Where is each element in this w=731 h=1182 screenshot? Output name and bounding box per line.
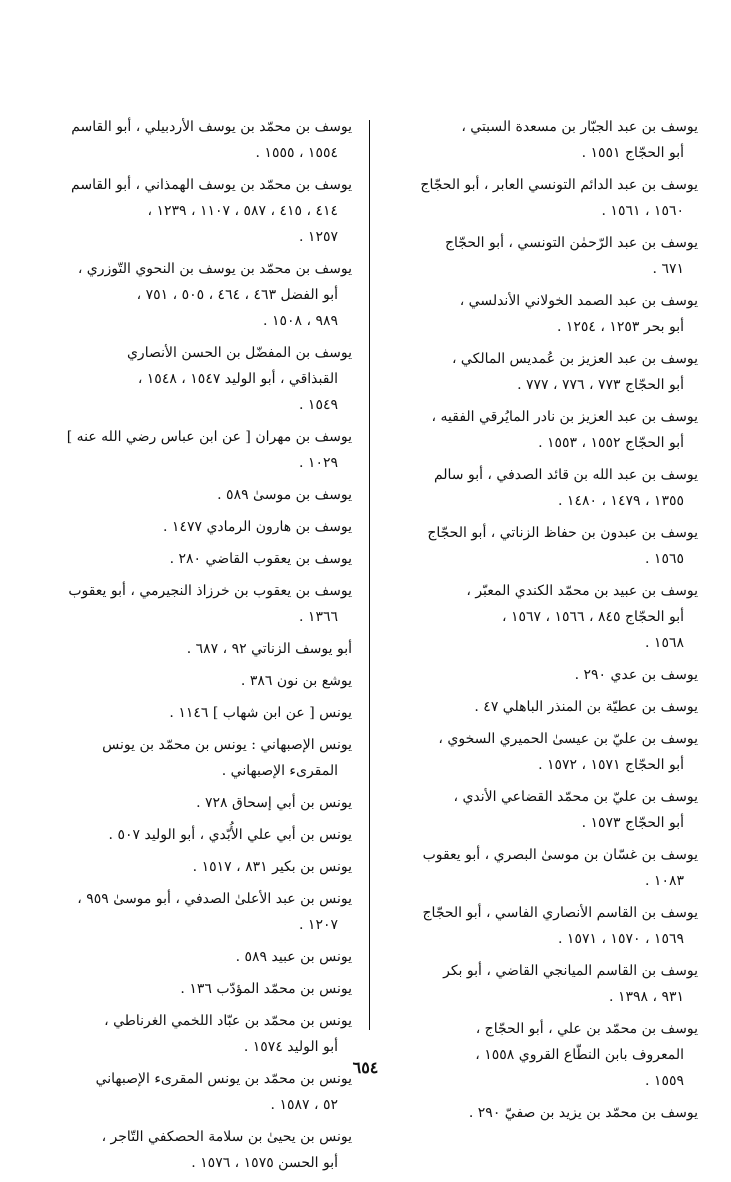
entry-continuation-line: ١٠٢٩ . — [299, 455, 338, 471]
entry-heading-line: يوسف بن عبد الصمد الخولاني الأندلسي ، — [459, 293, 698, 309]
entry-heading-line: يوسف بن القاسم الميانجي القاضي ، أبو بكر — [443, 963, 698, 979]
page-number: ٦٥٤ — [352, 1058, 379, 1077]
entry-continuation-line: أبو الوليد ١٥٧٤ . — [243, 1039, 338, 1055]
right-column — [384, 114, 698, 1132]
index-entry — [384, 900, 698, 952]
index-entry — [384, 662, 698, 688]
entry-heading-line: يوسف بن عبدون بن حفاظ الزناتي ، أبو الحجّاج — [427, 525, 698, 541]
entry-heading-line: أبو يوسف الزناتي ٩٢ ، ٦٨٧ . — [186, 641, 352, 657]
index-entry — [26, 636, 352, 662]
index-entry — [26, 732, 352, 784]
entry-continuation-line: ١٢٥٧ . — [299, 229, 338, 245]
entry-continuation-line: ١٥٦٨ . — [645, 635, 684, 651]
entry-heading-line: يوسف بن عدي ٢٩٠ . — [574, 667, 698, 683]
entry-heading-line: يونس بن عبيد ٥٨٩ . — [235, 949, 352, 965]
entry-heading-line: يونس بن بكير ٨٣١ ، ١٥١٧ . — [192, 859, 352, 875]
entry-heading-line: يوسف بن موسىٰ ٥٨٩ . — [217, 487, 352, 503]
index-entry — [384, 462, 698, 514]
entry-heading-line: يوسف بن محمّد بن يوسف بن النحوي التّوزري ، — [77, 261, 352, 277]
entry-heading-line: يونس بن محمّد بن يونس المقرىء الإصبهاني — [95, 1071, 352, 1087]
entry-heading-line: يوشع بن نون ٣٨٦ . — [240, 673, 352, 689]
entry-continuation-line: ١٥٦٠ ، ١٥٦١ . — [601, 203, 684, 219]
entry-heading-line: يوسف بن محمّد بن يزيد بن صفيّ ٢٩٠ . — [468, 1105, 698, 1121]
index-entry — [384, 404, 698, 456]
entry-heading-line: يونس بن عبد الأعلىٰ الصدفي ، أبو موسىٰ ٩٥٩ ، — [77, 891, 352, 907]
entry-continuation-line: ٦٧١ . — [652, 261, 684, 277]
entry-heading-line: يوسف بن عبد العزيز بن نادر المايُرقي الفقيه ، — [431, 409, 698, 425]
entry-heading-line: يوسف بن عبد الله بن قائد الصدفي ، أبو سالم — [433, 467, 698, 483]
index-entry — [26, 822, 352, 848]
index-entry — [384, 520, 698, 572]
entry-continuation-line: أبو الحجّاج ١٥٧١ ، ١٥٧٢ . — [538, 757, 684, 773]
index-entry — [384, 1100, 698, 1126]
index-entry — [26, 482, 352, 508]
entry-heading-line: يوسف بن عبد الرّحمٰن التونسي ، أبو الحجّاج — [444, 235, 698, 251]
entry-continuation-line: ١٢٠٧ . — [299, 917, 338, 933]
entry-continuation-line: ٥٢ ، ١٥٨٧ . — [270, 1097, 338, 1113]
index-entry — [384, 114, 698, 166]
entry-continuation-line: ٩٣١ ، ١٣٩٨ . — [609, 989, 684, 1005]
index-entry — [26, 256, 352, 334]
index-entry — [26, 424, 352, 476]
entry-continuation-line: ٤١٤ ، ٤١٥ ، ٥٨٧ ، ١١٠٧ ، ١٢٣٩ ، — [147, 203, 338, 219]
index-entry — [26, 172, 352, 250]
entry-heading-line: يوسف بن المفضّل بن الحسن الأنصاري — [126, 345, 352, 361]
index-entry — [26, 854, 352, 880]
entry-continuation-line: المعروف بابن النطّاع القروي ١٥٥٨ ، — [475, 1047, 684, 1063]
index-entry — [384, 1016, 698, 1094]
entry-continuation-line: ١٥٤٩ . — [299, 397, 338, 413]
entry-heading-line: يونس [ عن ابن شهاب ] ١١٤٦ . — [169, 705, 352, 721]
index-entry — [26, 546, 352, 572]
index-entry — [384, 958, 698, 1010]
entry-heading-line: يونس بن أبي إسحاق ٧٢٨ . — [196, 795, 352, 811]
entry-continuation-line: ١٣٦٦ . — [299, 609, 338, 625]
entry-continuation-line: أبو الحجّاج ١٥٥٢ ، ١٥٥٣ . — [538, 435, 684, 451]
index-entry — [26, 578, 352, 630]
index-entry — [384, 726, 698, 778]
entry-heading-line: يوسف بن مهران [ عن ابن عباس رضي الله عنه ] — [66, 429, 352, 445]
entry-continuation-line: ١٣٥٥ ، ١٤٧٩ ، ١٤٨٠ . — [558, 493, 684, 509]
entry-heading-line: يوسف بن يعقوب القاضي ٢٨٠ . — [169, 551, 352, 567]
index-entry — [26, 700, 352, 726]
entry-heading-line: يونس بن أبي علي الأُبّدي ، أبو الوليد ٥٠٧ . — [108, 827, 352, 843]
entry-heading-line: يوسف بن عبد العزيز بن عُمديس المالكي ، — [451, 351, 698, 367]
entry-continuation-line: أبو الحجّاج ٧٧٣ ، ٧٧٦ ، ٧٧٧ . — [517, 377, 684, 393]
entry-continuation-line: أبو الحجّاج ١٥٧٣ . — [581, 815, 684, 831]
index-entry — [384, 172, 698, 224]
entry-heading-line: يوسف بن عليّ بن عيسىٰ الحميري السخوي ، — [438, 731, 698, 747]
entry-heading-line: يونس بن محمّد بن عبّاد اللخمي الغرناطي ، — [104, 1013, 352, 1029]
entry-continuation-line: ١٠٨٣ . — [645, 873, 684, 889]
entry-continuation-line: أبو بحر ١٢٥٣ ، ١٢٥٤ . — [556, 319, 684, 335]
index-entry — [26, 790, 352, 816]
entry-heading-line: يوسف بن عبد الجبّار بن مسعدة السبتي ، — [461, 119, 698, 135]
index-entry — [384, 346, 698, 398]
entry-heading-line: يوسف بن القاسم الأنصاري الفاسي ، أبو الحجّاج — [422, 905, 698, 921]
index-entry — [26, 1008, 352, 1060]
entry-heading-line: يوسف بن غسّان بن موسىٰ البصري ، أبو يعقوب — [422, 847, 698, 863]
index-entry — [26, 340, 352, 418]
entry-continuation-line: ١٥٦٩ ، ١٥٧٠ ، ١٥٧١ . — [558, 931, 684, 947]
entry-heading-line: يوسف بن عبيد بن محمّد الكندي المعبّر ، — [466, 583, 698, 599]
index-entry — [384, 288, 698, 340]
entry-heading-line: يوسف بن محمّد بن علي ، أبو الحجّاج ، — [475, 1021, 698, 1037]
index-entry — [384, 842, 698, 894]
index-entry — [384, 578, 698, 656]
entry-heading-line: يونس بن يحيىٰ بن سلامة الحصكفي التّاجر ، — [101, 1129, 352, 1145]
left-column — [26, 114, 352, 1182]
entry-heading-line: يوسف بن عليّ بن محمّد القضاعي الأندي ، — [453, 789, 698, 805]
index-entry — [26, 1124, 352, 1176]
entry-heading-line: يوسف بن محمّد بن يوسف الهمذاني ، أبو القاسم — [71, 177, 352, 193]
entry-heading-line: يوسف بن محمّد بن يوسف الأردبيلي ، أبو القاسم — [71, 119, 352, 135]
entry-continuation-line: المقرىء الإصبهاني . — [221, 763, 338, 779]
entry-heading-line: يونس الإصبهاني : يونس بن محمّد بن يونس — [102, 737, 352, 753]
index-entry — [26, 944, 352, 970]
entry-continuation-line: أبو الفضل ٤٦٣ ، ٤٦٤ ، ٥٠٥ ، ٧٥١ ، — [136, 287, 338, 303]
index-entry — [26, 114, 352, 166]
entry-heading-line: يوسف بن عطيّة بن المنذر الباهلي ٤٧ . — [474, 699, 698, 715]
index-entry — [384, 694, 698, 720]
index-entry — [26, 886, 352, 938]
entry-continuation-line: ٩٨٩ ، ١٥٠٨ . — [263, 313, 338, 329]
entry-continuation-line: أبو الحجّاج ١٥٥١ . — [581, 145, 684, 161]
index-entry — [26, 976, 352, 1002]
entry-heading-line: يوسف بن هارون الرمادي ١٤٧٧ . — [163, 519, 352, 535]
index-entry — [26, 668, 352, 694]
entry-continuation-line: القبذاقي ، أبو الوليد ١٥٤٧ ، ١٥٤٨ ، — [137, 371, 338, 387]
entry-heading-line: يوسف بن عبد الدائم التونسي العابر ، أبو الحجّاج — [420, 177, 698, 193]
entry-continuation-line: أبو الحجّاج ٨٤٥ ، ١٥٦٦ ، ١٥٦٧ ، — [502, 609, 684, 625]
entry-continuation-line: ١٥٥٩ . — [645, 1073, 684, 1089]
column-divider — [369, 120, 370, 1030]
index-entry — [384, 230, 698, 282]
entry-heading-line: يونس بن محمّد المؤدّب ١٣٦ . — [180, 981, 352, 997]
entry-continuation-line: أبو الحسن ١٥٧٥ ، ١٥٧٦ . — [191, 1155, 338, 1171]
entry-continuation-line: ١٥٥٤ ، ١٥٥٥ . — [255, 145, 338, 161]
entry-heading-line: يوسف بن يعقوب بن خرزاذ النجيرمي ، أبو يعقوب — [68, 583, 352, 599]
index-entry — [384, 784, 698, 836]
entry-continuation-line: ١٥٦٥ . — [645, 551, 684, 567]
index-entry — [26, 514, 352, 540]
